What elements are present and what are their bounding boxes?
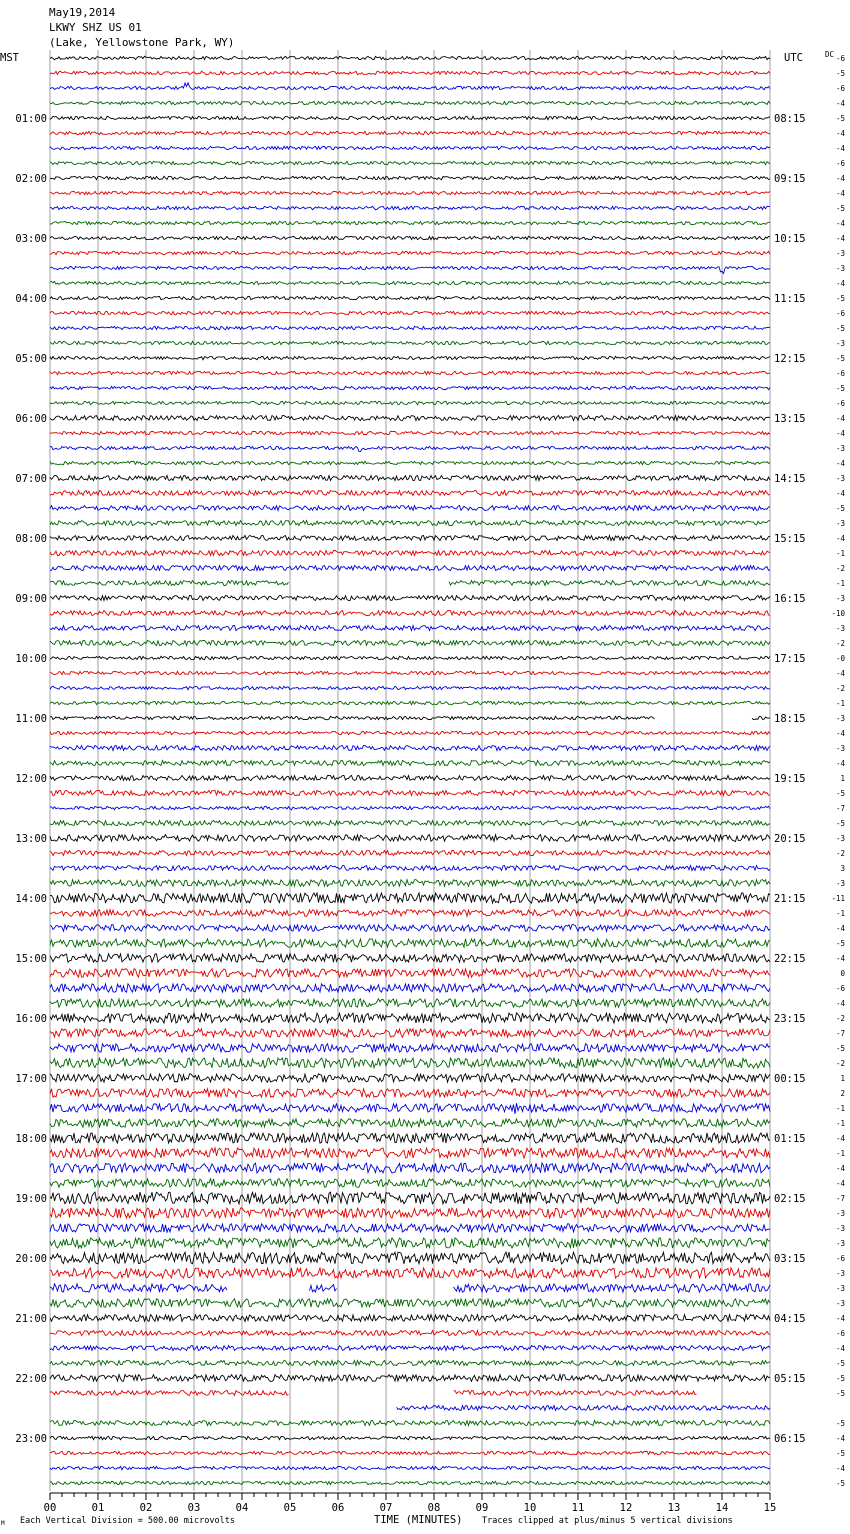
- seismic-trace: [50, 954, 770, 962]
- seismic-trace: [50, 1119, 770, 1127]
- seismic-trace: [50, 296, 770, 299]
- dc-offset: -3: [835, 1224, 845, 1233]
- left-hour-label: 14:00: [15, 893, 47, 905]
- dc-label: DC: [825, 50, 835, 59]
- dc-offset: -4: [835, 234, 845, 243]
- dc-offset: -3: [835, 339, 845, 348]
- dc-offset: -4: [835, 954, 845, 963]
- seismic-trace: [50, 1331, 770, 1336]
- dc-offset: -4: [835, 144, 845, 153]
- dc-offset: -2: [835, 639, 845, 648]
- left-hour-label: 18:00: [15, 1133, 47, 1145]
- seismic-trace: [50, 431, 770, 434]
- seismic-trace: [50, 1044, 770, 1052]
- header-location: (Lake, Yellowstone Park, WY): [49, 36, 235, 49]
- seismic-trace: [50, 416, 770, 421]
- dc-offset: 1: [840, 774, 845, 783]
- dc-offset: -5: [835, 504, 845, 513]
- header-date: May19,2014: [49, 6, 116, 19]
- seismic-trace: [50, 835, 770, 842]
- seismic-trace: [50, 311, 770, 314]
- seismic-trace: [50, 1148, 770, 1158]
- seismic-trace: [50, 566, 770, 571]
- dc-offset: -5: [835, 1374, 845, 1383]
- seismic-trace: [50, 1375, 770, 1382]
- left-hour-label: 21:00: [15, 1313, 47, 1325]
- clip-note: Traces clipped at plus/minus 5 vertical divisions: [482, 1516, 733, 1526]
- left-hour-label: 04:00: [15, 293, 47, 305]
- dc-offset: -4: [835, 1134, 845, 1143]
- seismic-trace: [50, 716, 770, 719]
- seismic-trace: [50, 326, 770, 329]
- seismic-trace: [50, 761, 770, 766]
- seismic-trace: [50, 1391, 697, 1396]
- seismic-trace: [50, 116, 770, 119]
- dc-offset: -7: [835, 1194, 845, 1203]
- seismic-trace: [50, 281, 770, 284]
- dc-offset: -5: [835, 1449, 845, 1458]
- right-hour-label: 17:15: [774, 653, 806, 665]
- dc-offset: -7: [835, 1029, 845, 1038]
- right-hour-label: 14:15: [774, 473, 806, 485]
- x-tick-label: 11: [571, 1502, 585, 1514]
- dc-offset: -2: [835, 684, 845, 693]
- seismic-trace: [50, 746, 770, 751]
- dc-offset: -3: [835, 1299, 845, 1308]
- dc-offset: -5: [835, 1419, 845, 1428]
- dc-offset: 3: [840, 864, 845, 873]
- x-tick-label: 02: [139, 1502, 153, 1514]
- left-hour-label: 07:00: [15, 473, 47, 485]
- dc-offset: -2: [835, 1059, 845, 1068]
- seismic-trace: [50, 1238, 770, 1248]
- x-tick-label: 03: [187, 1502, 201, 1514]
- dc-offset: -4: [835, 99, 845, 108]
- right-hour-label: 03:15: [774, 1253, 806, 1265]
- dc-offset: -5: [835, 819, 845, 828]
- dc-offset: -3: [835, 624, 845, 633]
- x-tick-label: 10: [523, 1502, 537, 1514]
- seismic-trace: [50, 1058, 770, 1068]
- dc-offset: -5: [835, 1479, 845, 1488]
- seismic-trace: [50, 701, 770, 704]
- x-tick-label: 12: [619, 1502, 633, 1514]
- seismic-trace: [50, 1421, 770, 1426]
- dc-offset: -3: [835, 474, 845, 483]
- seismic-trace: [50, 893, 770, 903]
- seismic-trace: [50, 1315, 770, 1322]
- dc-offset: -1: [835, 1119, 845, 1128]
- seismic-trace: [50, 1252, 770, 1264]
- dc-offset: -5: [835, 204, 845, 213]
- seismic-trace: [50, 731, 770, 734]
- seismic-trace: [50, 341, 770, 344]
- seismic-trace: [50, 851, 770, 856]
- dc-offset: -4: [835, 174, 845, 183]
- dc-offset: -4: [835, 129, 845, 138]
- seismic-trace: [50, 776, 770, 781]
- seismic-trace: [50, 791, 770, 796]
- seismic-trace: [50, 1208, 770, 1218]
- dc-offset: -5: [835, 939, 845, 948]
- x-tick-label: 07: [379, 1502, 393, 1514]
- right-hour-label: 22:15: [774, 953, 806, 965]
- dc-offset: -10: [831, 609, 845, 618]
- dc-offset: -4: [835, 1314, 845, 1323]
- left-hour-label: 05:00: [15, 353, 47, 365]
- seismic-trace: [50, 1436, 770, 1439]
- right-hour-label: 21:15: [774, 893, 806, 905]
- dc-offset: 1: [840, 1074, 845, 1083]
- trace-group: [50, 56, 770, 1484]
- dc-offset: -3: [835, 834, 845, 843]
- left-hour-label: 03:00: [15, 233, 47, 245]
- seismic-trace: [50, 626, 770, 631]
- left-hour-label: 19:00: [15, 1193, 47, 1205]
- dc-offset: -4: [835, 729, 845, 738]
- dc-offset: -4: [835, 1464, 845, 1473]
- right-hour-label: 18:15: [774, 713, 806, 725]
- seismic-trace: [50, 1466, 770, 1469]
- seismic-trace: [50, 251, 770, 254]
- dc-offset: -6: [835, 1254, 845, 1263]
- dc-offset: -5: [835, 384, 845, 393]
- seismic-trace: [50, 491, 770, 496]
- left-hour-label: 22:00: [15, 1373, 47, 1385]
- seismic-trace: [50, 161, 770, 164]
- seismic-trace: [50, 611, 770, 616]
- seismic-trace: [50, 880, 770, 887]
- left-hour-label: 01:00: [15, 113, 47, 125]
- header-station: LKWY SHZ US 01: [49, 21, 142, 34]
- left-hour-label: 20:00: [15, 1253, 47, 1265]
- dc-offset: -11: [831, 894, 845, 903]
- x-tick-label: 00: [43, 1502, 57, 1514]
- seismic-trace: [50, 83, 770, 90]
- left-hour-label: 02:00: [15, 173, 47, 185]
- dc-offset: -4: [835, 414, 845, 423]
- right-hour-label: 16:15: [774, 593, 806, 605]
- seismic-trace: [50, 1192, 770, 1204]
- dc-offset: -1: [835, 549, 845, 558]
- dc-offset: -3: [835, 714, 845, 723]
- left-hour-label: 13:00: [15, 833, 47, 845]
- right-hour-label: 00:15: [774, 1073, 806, 1085]
- seismic-trace: [50, 1346, 770, 1351]
- dc-offset: -3: [835, 1269, 845, 1278]
- dc-offset: -3: [835, 744, 845, 753]
- dc-offset: -4: [835, 429, 845, 438]
- dc-offset: -3: [835, 249, 845, 258]
- dc-offset: -4: [835, 489, 845, 498]
- right-hour-label: 05:15: [774, 1373, 806, 1385]
- seismic-trace: [50, 476, 770, 481]
- seismic-trace: [397, 1406, 771, 1411]
- dc-offset: -5: [835, 324, 845, 333]
- seismic-trace: [50, 1179, 770, 1187]
- seismic-trace: [50, 101, 770, 104]
- dc-offset: -5: [835, 1044, 845, 1053]
- seismic-trace: [50, 641, 770, 646]
- dc-offset: -6: [835, 84, 845, 93]
- seismic-trace: [50, 1089, 770, 1097]
- dc-offset: -3: [835, 444, 845, 453]
- seismic-trace: [50, 1163, 770, 1173]
- dc-offset: -3: [835, 1284, 845, 1293]
- seismic-trace: [50, 551, 770, 556]
- dc-offset: -6: [835, 369, 845, 378]
- x-axis: [44, 1493, 777, 1514]
- dc-offset: -3: [835, 519, 845, 528]
- seismic-trace: [50, 686, 770, 689]
- dc-offset: -7: [835, 804, 845, 813]
- left-hour-label: 12:00: [15, 773, 47, 785]
- seismic-trace: [50, 176, 770, 179]
- dc-offset: -1: [835, 1149, 845, 1158]
- seismic-trace: [50, 925, 770, 932]
- seismic-trace: [50, 461, 770, 464]
- seismic-trace: [50, 596, 770, 601]
- dc-offset: -2: [835, 849, 845, 858]
- right-hour-label: 10:15: [774, 233, 806, 245]
- dc-offset: -4: [835, 1434, 845, 1443]
- seismic-trace: [50, 821, 770, 826]
- dc-offset: -3: [835, 1209, 845, 1218]
- right-hour-label: 08:15: [774, 113, 806, 125]
- dc-offset: -1: [835, 909, 845, 918]
- dc-offset: -4: [835, 924, 845, 933]
- right-hour-label: 13:15: [774, 413, 806, 425]
- left-hour-label: 23:00: [15, 1433, 47, 1445]
- dc-offset: -5: [835, 294, 845, 303]
- seismic-trace: [50, 506, 770, 511]
- seismic-trace: [50, 1361, 770, 1366]
- x-tick-label: 05: [283, 1502, 297, 1514]
- seismic-trace: [50, 806, 770, 809]
- seismic-trace: [50, 521, 770, 526]
- dc-offset: -4: [835, 1164, 845, 1173]
- dc-offset: -4: [835, 459, 845, 468]
- dc-offset-labels: [831, 54, 845, 1488]
- seismic-trace: [50, 1133, 770, 1143]
- seismic-trace: [50, 581, 770, 586]
- right-hour-label: 20:15: [774, 833, 806, 845]
- x-axis-label: TIME (MINUTES): [374, 1514, 463, 1526]
- dc-offset: 0: [840, 969, 845, 978]
- seismic-trace: [50, 221, 770, 224]
- seismic-trace: [50, 910, 770, 917]
- left-hour-label: 08:00: [15, 533, 47, 545]
- x-tick-label: 04: [235, 1502, 249, 1514]
- seismic-trace: [50, 939, 770, 947]
- seismic-trace: [50, 386, 770, 389]
- seismic-trace: [50, 1013, 770, 1023]
- seismic-trace: [50, 356, 770, 359]
- x-tick-label: 13: [667, 1502, 681, 1514]
- right-hour-label: 04:15: [774, 1313, 806, 1325]
- dc-offset: -4: [835, 534, 845, 543]
- seismic-trace: [50, 371, 770, 374]
- seismic-trace: [50, 206, 770, 209]
- seismic-trace: [50, 1074, 770, 1082]
- dc-offset: -0: [835, 654, 845, 663]
- seismic-trace: [50, 866, 770, 871]
- right-axis-title: UTC: [784, 52, 803, 64]
- dc-offset: -6: [835, 984, 845, 993]
- seismic-trace: [50, 131, 770, 134]
- dc-offset: -4: [835, 759, 845, 768]
- left-hour-label: 09:00: [15, 593, 47, 605]
- scale-note: Each Vertical Division = 500.00 microvolts: [20, 1516, 235, 1526]
- right-hour-label: 02:15: [774, 1193, 806, 1205]
- seismic-trace: [50, 671, 770, 674]
- dc-offset: -3: [835, 879, 845, 888]
- dc-offset: -4: [835, 1344, 845, 1353]
- seismic-trace: [50, 1451, 770, 1454]
- dc-offset: -4: [835, 189, 845, 198]
- seismic-trace: [50, 71, 770, 74]
- dc-offset: -3: [835, 594, 845, 603]
- left-axis-title: MST: [0, 52, 19, 64]
- dc-offset: -2: [835, 1014, 845, 1023]
- dc-offset: -4: [835, 669, 845, 678]
- x-tick-label: 08: [427, 1502, 441, 1514]
- dc-offset: -1: [835, 579, 845, 588]
- dc-offset: -4: [835, 1179, 845, 1188]
- seismic-trace: [50, 1103, 770, 1114]
- dc-offset: -3: [835, 264, 845, 273]
- right-hour-label: 06:15: [774, 1433, 806, 1445]
- seismic-trace: [50, 1224, 770, 1232]
- x-tick-label: 09: [475, 1502, 489, 1514]
- seismic-trace: [50, 1029, 770, 1037]
- dc-offset: -5: [835, 114, 845, 123]
- seismic-trace: [50, 146, 770, 149]
- seismic-trace: [50, 191, 770, 194]
- dc-offset: -5: [835, 789, 845, 798]
- dc-offset: -6: [835, 159, 845, 168]
- dc-offset: -4: [835, 279, 845, 288]
- dc-offset: -3: [835, 1239, 845, 1248]
- right-hour-label: 15:15: [774, 533, 806, 545]
- seismic-trace: [50, 401, 770, 404]
- seismic-trace: [50, 999, 770, 1007]
- right-hour-label: 12:15: [774, 353, 806, 365]
- right-hour-label: 09:15: [774, 173, 806, 185]
- right-hour-label: 01:15: [774, 1133, 806, 1145]
- seismic-trace: [50, 1481, 770, 1484]
- dc-offset: -1: [835, 699, 845, 708]
- seismic-trace: [50, 1284, 770, 1292]
- dc-offset: -6: [835, 54, 845, 63]
- dc-offset: -4: [835, 999, 845, 1008]
- seismic-trace: [50, 656, 770, 659]
- seismic-trace: [50, 969, 770, 977]
- dc-offset: -5: [835, 354, 845, 363]
- seismic-trace: [50, 1268, 770, 1278]
- right-hour-label: 19:15: [774, 773, 806, 785]
- dc-offset: -6: [835, 1329, 845, 1338]
- right-hour-label: 11:15: [774, 293, 806, 305]
- left-hour-label: 17:00: [15, 1073, 47, 1085]
- dc-offset: -2: [835, 564, 845, 573]
- left-hour-label: 06:00: [15, 413, 47, 425]
- seismic-trace: [50, 984, 770, 992]
- left-hour-label: 11:00: [15, 713, 47, 725]
- seismic-trace: [50, 1299, 770, 1307]
- seismic-trace: [50, 266, 770, 273]
- left-hour-label: 10:00: [15, 653, 47, 665]
- dc-offset: -5: [835, 1389, 845, 1398]
- dc-offset: -4: [835, 219, 845, 228]
- seismic-trace: [50, 536, 770, 541]
- seismic-trace: [50, 446, 770, 451]
- x-tick-label: 06: [331, 1502, 345, 1514]
- x-tick-label: 14: [715, 1502, 729, 1514]
- dc-offset: -5: [835, 69, 845, 78]
- x-tick-label: 01: [91, 1502, 105, 1514]
- seismic-trace: [50, 236, 770, 239]
- seismic-trace: [50, 56, 770, 59]
- left-hour-label: 15:00: [15, 953, 47, 965]
- dc-offset: 2: [840, 1089, 845, 1098]
- dc-offset: -5: [835, 1359, 845, 1368]
- x-tick-label: 15: [763, 1502, 777, 1514]
- dc-offset: -1: [835, 1104, 845, 1113]
- right-hour-label: 23:15: [774, 1013, 806, 1025]
- dc-offset: -6: [835, 399, 845, 408]
- dc-offset: -6: [835, 309, 845, 318]
- left-hour-label: 16:00: [15, 1013, 47, 1025]
- corner-mark: M: [1, 1520, 5, 1527]
